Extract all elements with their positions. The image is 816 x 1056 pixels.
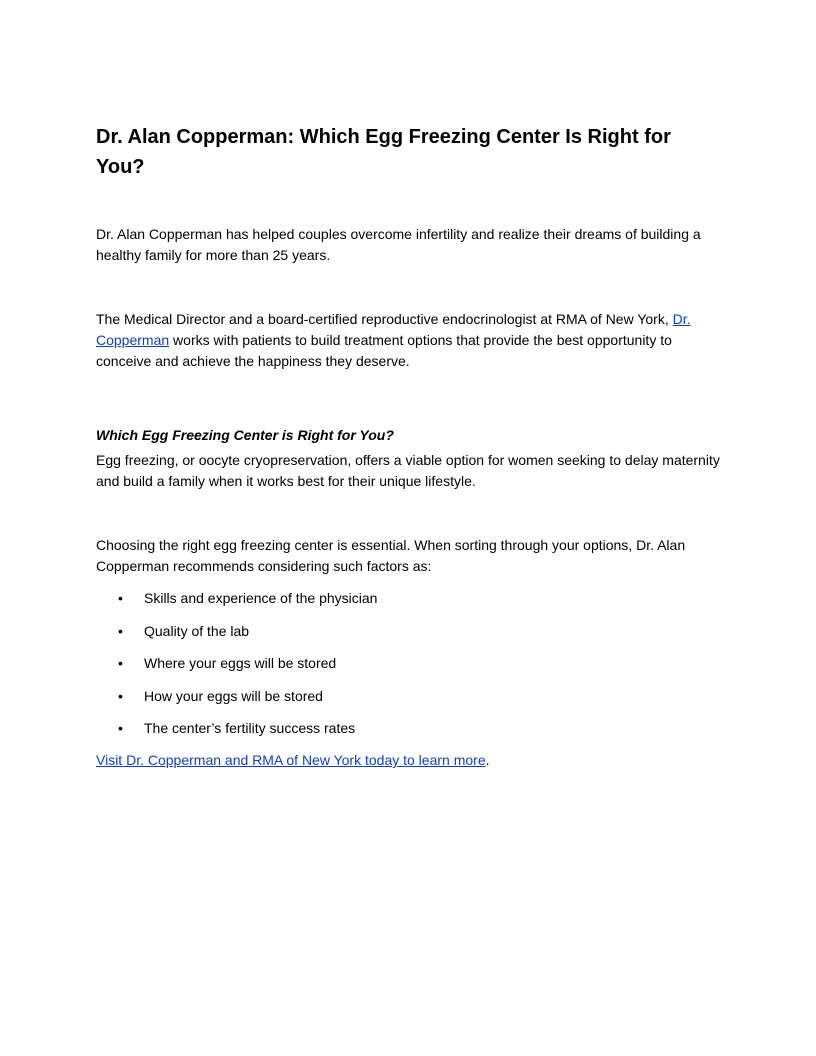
bullet-icon: • (118, 622, 123, 639)
choosing-paragraph: Choosing the right egg freezing center is essential. When sorting through your options, Dr. Alan Copperman recommends considering such factors as: (96, 537, 686, 574)
document-title: Dr. Alan Copperman: Which Egg Freezing Center Is Right for You? (96, 126, 671, 178)
dr-copperman-link[interactable]: Dr. Copperman (96, 311, 691, 348)
bullet-icon: • (118, 590, 123, 606)
cta-period: . (485, 752, 490, 768)
list-item (96, 653, 720, 686)
director-text-after-link: works with patients to build treatment options that provide the best opportunity to conceive and achieve the happiness they deserve. (96, 332, 672, 369)
factor-text: Where your eggs will be stored (144, 655, 337, 671)
egg-freezing-paragraph: Egg freezing, or oocyte cryopreservation, offers a viable option for women seeking to delay maternity and build a family when it works best for their unique lifestyle. (96, 452, 720, 489)
director-paragraph (96, 309, 720, 372)
factor-text: The center’s fertility success rates (144, 720, 356, 736)
factors-list (96, 588, 720, 751)
bullet-icon: • (118, 655, 123, 671)
list-item (96, 718, 720, 751)
visit-rma-link[interactable]: Visit Dr. Copperman and RMA of New York today to learn more (96, 752, 486, 768)
bullet-icon: • (118, 720, 123, 736)
intro-paragraph: Dr. Alan Copperman has helped couples overcome infertility and realize their dreams of building a healthy family for more than 25 years. (96, 226, 701, 263)
cta-paragraph (96, 750, 720, 771)
list-item (96, 621, 720, 654)
factor-text: How your eggs will be stored (144, 687, 323, 704)
factor-text: Skills and experience of the physician (144, 590, 378, 606)
section-heading: Which Egg Freezing Center is Right for You? (96, 427, 394, 443)
factor-text: Quality of the lab (144, 622, 250, 639)
bullet-icon: • (118, 687, 123, 704)
list-item (96, 588, 720, 621)
list-item (96, 686, 720, 719)
director-text-before-link: The Medical Director and a board-certified reproductive endocrinologist at RMA of New York, (96, 311, 673, 327)
